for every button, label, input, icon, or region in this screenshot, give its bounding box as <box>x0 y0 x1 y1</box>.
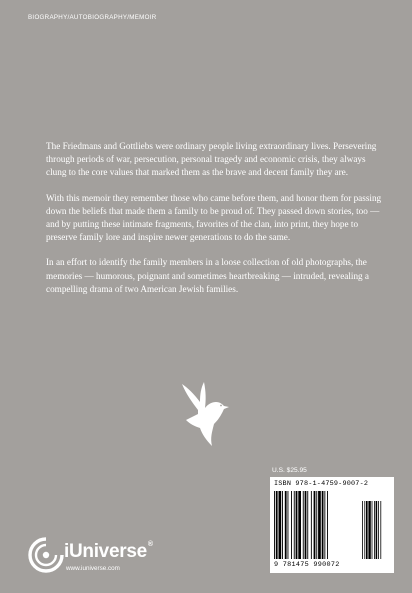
trademark-symbol: ® <box>147 541 153 548</box>
isbn-barcode <box>270 477 394 573</box>
dove-icon <box>174 380 236 450</box>
isbn-number: ISBN 978-1-4759-9007-2 <box>274 480 369 488</box>
publisher-name <box>64 541 153 563</box>
ean-digits: 9 781475 990072 <box>274 561 340 569</box>
publisher-logo <box>28 537 168 577</box>
publisher-name-text: iUniverse <box>64 541 147 562</box>
blurb-paragraph-2: With this memoir they remember those who came before them, and honor them for passing down the beliefs that made them a family to be proud of. They passed down stories, too — and by putting these intimate fragments, favorites of the clan, into print, they hope to preserve family lore and inspire newer generations to do the same. <box>46 192 382 243</box>
genre-label: BIOGRAPHY/AUTOBIOGRAPHY/MEMOIR <box>28 14 157 21</box>
blurb-paragraph-1: The Friedmans and Gottliebs were ordinary people living extraordinary lives. Persevering through periods of war, persecution, personal tragedy and economic crisis, they always clung to the core values that marked them as the brave and decent family they are. <box>46 141 377 178</box>
publisher-url: www.iuniverse.com <box>66 565 120 572</box>
blurb-paragraph-3: In an effort to identify the family members in a loose collection of old photographs, the memories — humorous, poignant and sometimes heartbreaking — intruded, revealing a compelling drama of two American Jewish families. <box>46 257 370 294</box>
iuniverse-swirl-icon <box>28 537 64 573</box>
price-label: U.S. $25.95 <box>272 467 307 474</box>
cover-blurb <box>46 140 384 308</box>
barcode-bars <box>274 491 390 559</box>
